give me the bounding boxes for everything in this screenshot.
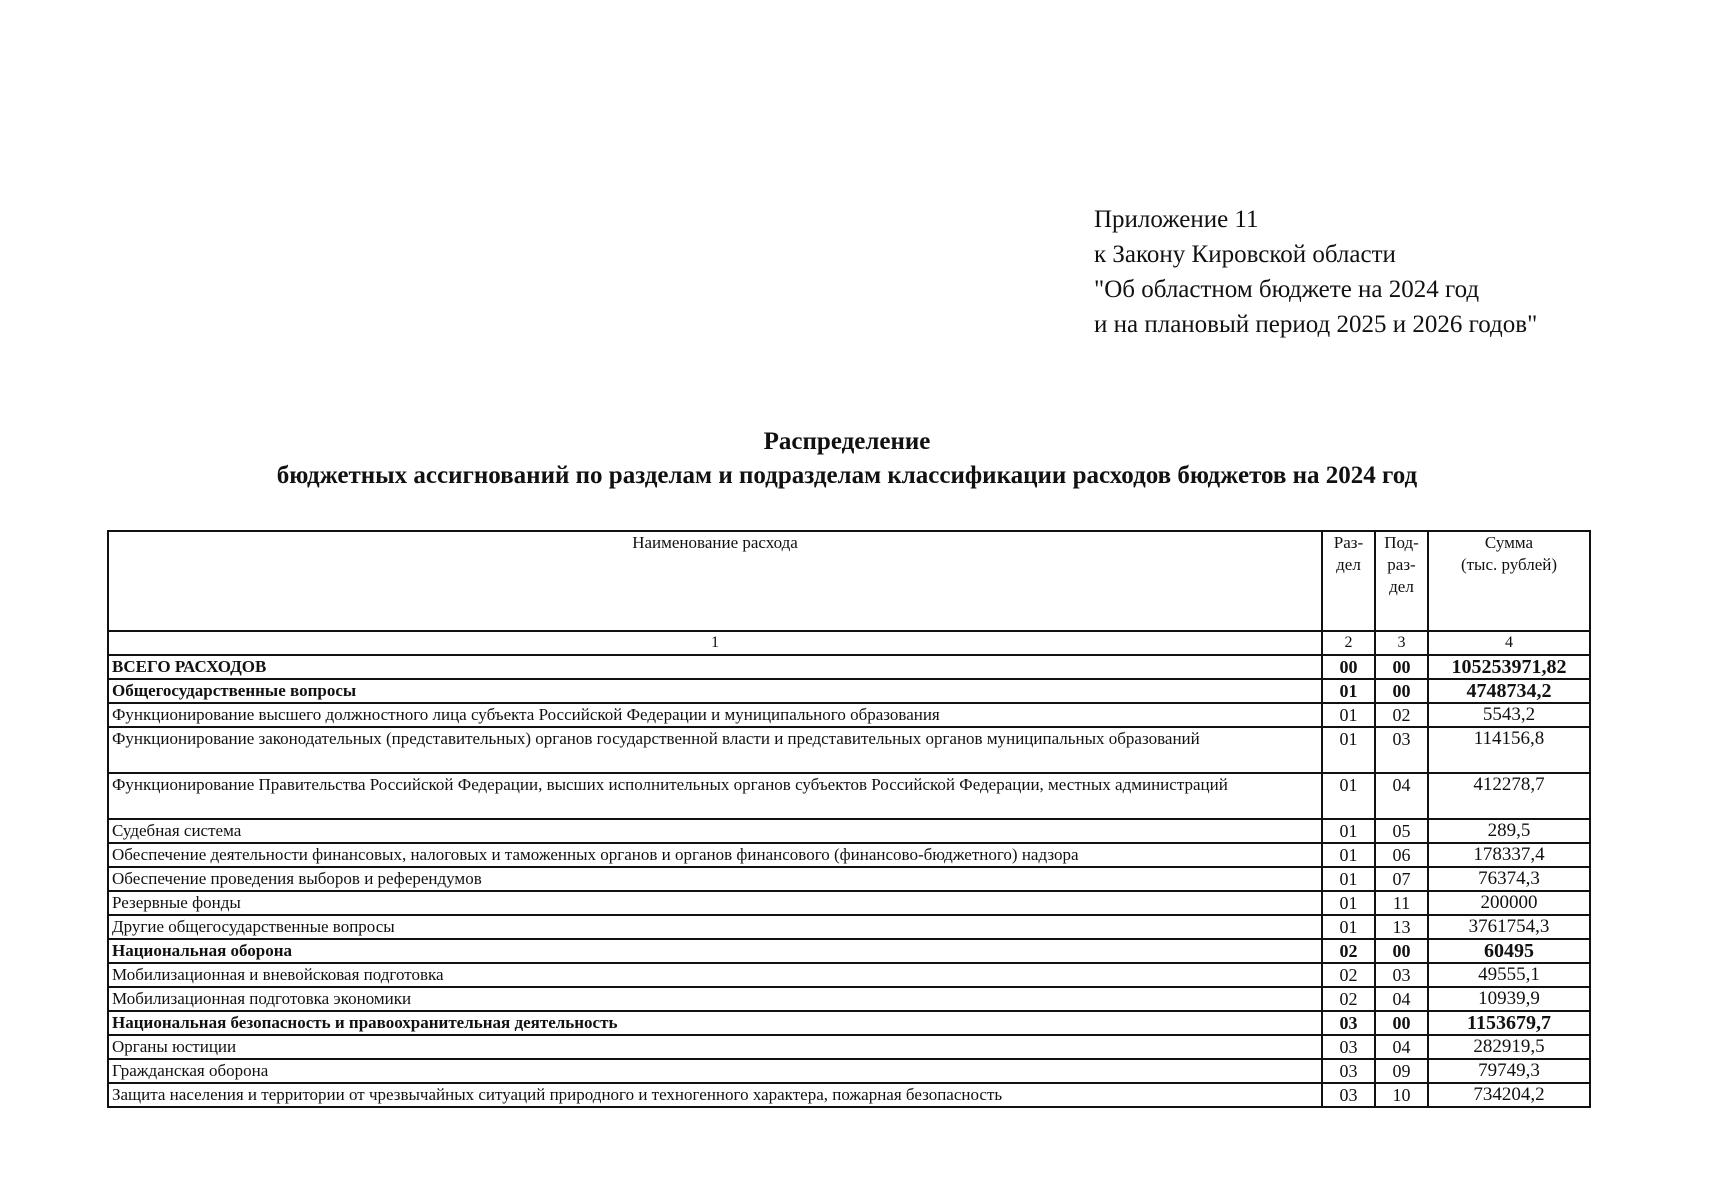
table-row bbox=[108, 1035, 1590, 1059]
document-subtitle: бюджетных ассигнований по разделам и подразделам классификации расходов бюджетов на 2024 год bbox=[276, 462, 1418, 489]
row-razdel-cell: 03 bbox=[1322, 1035, 1375, 1059]
column-number: 2 bbox=[1322, 631, 1375, 655]
table-row bbox=[108, 727, 1590, 773]
table-row bbox=[108, 703, 1590, 727]
row-sum-cell: 412278,7 bbox=[1428, 773, 1590, 819]
row-sum-cell: 178337,4 bbox=[1428, 843, 1590, 867]
appendix-line: к Закону Кировской области bbox=[1094, 241, 1396, 268]
row-sum-cell: 4748734,2 bbox=[1428, 679, 1590, 703]
row-podrazdel-cell: 07 bbox=[1375, 867, 1428, 891]
row-razdel-cell: 01 bbox=[1322, 915, 1375, 939]
appendix-line: Приложение 11 bbox=[1094, 206, 1259, 233]
row-name-cell: Мобилизационная подготовка экономики bbox=[108, 987, 1322, 1011]
row-name-cell: Мобилизационная и вневойсковая подготовка bbox=[108, 963, 1322, 987]
row-podrazdel-cell: 10 bbox=[1375, 1083, 1428, 1107]
row-name-cell: Функционирование высшего должностного лица субъекта Российской Федерации и муниципального образования bbox=[108, 703, 1322, 727]
column-header-sum: Сумма (тыс. рублей) bbox=[1428, 531, 1590, 631]
row-razdel-cell: 01 bbox=[1322, 679, 1375, 703]
row-sum-cell: 282919,5 bbox=[1428, 1035, 1590, 1059]
row-podrazdel-cell: 11 bbox=[1375, 891, 1428, 915]
row-name-cell: Органы юстиции bbox=[108, 1035, 1322, 1059]
row-podrazdel-cell: 13 bbox=[1375, 915, 1428, 939]
row-name-cell: Резервные фонды bbox=[108, 891, 1322, 915]
row-podrazdel-cell: 02 bbox=[1375, 703, 1428, 727]
row-podrazdel-cell: 09 bbox=[1375, 1059, 1428, 1083]
table-row bbox=[108, 1059, 1590, 1083]
table-row bbox=[108, 679, 1590, 703]
table-row bbox=[108, 1011, 1590, 1035]
column-header-name: Наименование расхода bbox=[108, 531, 1322, 631]
row-name-cell: Обеспечение проведения выборов и референдумов bbox=[108, 867, 1322, 891]
row-sum-cell: 289,5 bbox=[1428, 819, 1590, 843]
row-name-cell: Защита населения и территории от чрезвычайных ситуаций природного и техногенного характера, пожарная безопасность bbox=[108, 1083, 1322, 1107]
row-name-cell: Национальная безопасность и правоохранительная деятельность bbox=[108, 1011, 1322, 1035]
row-name-cell: Функционирование Правительства Российской Федерации, высших исполнительных органов субъектов Российской Федерации, местных администраций bbox=[108, 773, 1322, 819]
row-sum-cell: 114156,8 bbox=[1428, 727, 1590, 773]
row-sum-cell: 10939,9 bbox=[1428, 987, 1590, 1011]
row-razdel-cell: 01 bbox=[1322, 867, 1375, 891]
document-title: Распределение bbox=[763, 428, 931, 455]
row-razdel-cell: 01 bbox=[1322, 773, 1375, 819]
row-sum-cell: 105253971,82 bbox=[1428, 655, 1590, 679]
row-sum-cell: 1153679,7 bbox=[1428, 1011, 1590, 1035]
row-name-cell: Национальная оборона bbox=[108, 939, 1322, 963]
row-sum-cell: 200000 bbox=[1428, 891, 1590, 915]
row-name-cell: Функционирование законодательных (представительных) органов государственной власти и представительных органов муниципальных образований bbox=[108, 727, 1322, 773]
table-row bbox=[108, 915, 1590, 939]
table-row bbox=[108, 963, 1590, 987]
row-podrazdel-cell: 00 bbox=[1375, 655, 1428, 679]
row-razdel-cell: 02 bbox=[1322, 939, 1375, 963]
column-number-row bbox=[108, 631, 1590, 655]
row-podrazdel-cell: 06 bbox=[1375, 843, 1428, 867]
column-header-razdel: Раз- дел bbox=[1322, 531, 1375, 631]
row-razdel-cell: 01 bbox=[1322, 727, 1375, 773]
row-razdel-cell: 03 bbox=[1322, 1011, 1375, 1035]
row-razdel-cell: 01 bbox=[1322, 843, 1375, 867]
table-row bbox=[108, 843, 1590, 867]
row-podrazdel-cell: 03 bbox=[1375, 727, 1428, 773]
appendix-line: "Об областном бюджете на 2024 год bbox=[1094, 276, 1480, 303]
table-row bbox=[108, 987, 1590, 1011]
appendix-block bbox=[1094, 202, 1537, 342]
budget-table bbox=[107, 530, 1591, 1108]
row-razdel-cell: 03 bbox=[1322, 1059, 1375, 1083]
row-podrazdel-cell: 00 bbox=[1375, 939, 1428, 963]
row-podrazdel-cell: 04 bbox=[1375, 987, 1428, 1011]
table-row bbox=[108, 773, 1590, 819]
column-number: 4 bbox=[1428, 631, 1590, 655]
table-header-row bbox=[108, 531, 1590, 631]
column-header-podrazdel: Под- раз- дел bbox=[1375, 531, 1428, 631]
row-name-cell: Обеспечение деятельности финансовых, налоговых и таможенных органов и органов финансового (финансово-бюджетного) надзора bbox=[108, 843, 1322, 867]
row-name-cell: Гражданская оборона bbox=[108, 1059, 1322, 1083]
table-row bbox=[108, 1083, 1590, 1107]
row-sum-cell: 734204,2 bbox=[1428, 1083, 1590, 1107]
row-razdel-cell: 02 bbox=[1322, 963, 1375, 987]
row-podrazdel-cell: 00 bbox=[1375, 1011, 1428, 1035]
row-sum-cell: 76374,3 bbox=[1428, 867, 1590, 891]
table-body bbox=[108, 655, 1590, 1107]
table-row bbox=[108, 867, 1590, 891]
table-row bbox=[108, 655, 1590, 679]
column-number: 1 bbox=[108, 631, 1322, 655]
row-podrazdel-cell: 04 bbox=[1375, 1035, 1428, 1059]
row-podrazdel-cell: 00 bbox=[1375, 679, 1428, 703]
row-name-cell: Общегосударственные вопросы bbox=[108, 679, 1322, 703]
row-name-cell: Другие общегосударственные вопросы bbox=[108, 915, 1322, 939]
appendix-line: и на плановый период 2025 и 2026 годов" bbox=[1094, 311, 1538, 338]
row-razdel-cell: 00 bbox=[1322, 655, 1375, 679]
row-name-cell: ВСЕГО РАСХОДОВ bbox=[108, 655, 1322, 679]
table-row bbox=[108, 939, 1590, 963]
row-sum-cell: 3761754,3 bbox=[1428, 915, 1590, 939]
row-podrazdel-cell: 03 bbox=[1375, 963, 1428, 987]
row-razdel-cell: 02 bbox=[1322, 987, 1375, 1011]
column-number: 3 bbox=[1375, 631, 1428, 655]
table-row bbox=[108, 891, 1590, 915]
row-razdel-cell: 03 bbox=[1322, 1083, 1375, 1107]
row-razdel-cell: 01 bbox=[1322, 703, 1375, 727]
table-row bbox=[108, 819, 1590, 843]
row-sum-cell: 60495 bbox=[1428, 939, 1590, 963]
row-sum-cell: 79749,3 bbox=[1428, 1059, 1590, 1083]
row-razdel-cell: 01 bbox=[1322, 819, 1375, 843]
row-sum-cell: 5543,2 bbox=[1428, 703, 1590, 727]
row-name-cell: Судебная система bbox=[108, 819, 1322, 843]
row-podrazdel-cell: 05 bbox=[1375, 819, 1428, 843]
row-sum-cell: 49555,1 bbox=[1428, 963, 1590, 987]
row-razdel-cell: 01 bbox=[1322, 891, 1375, 915]
row-podrazdel-cell: 04 bbox=[1375, 773, 1428, 819]
